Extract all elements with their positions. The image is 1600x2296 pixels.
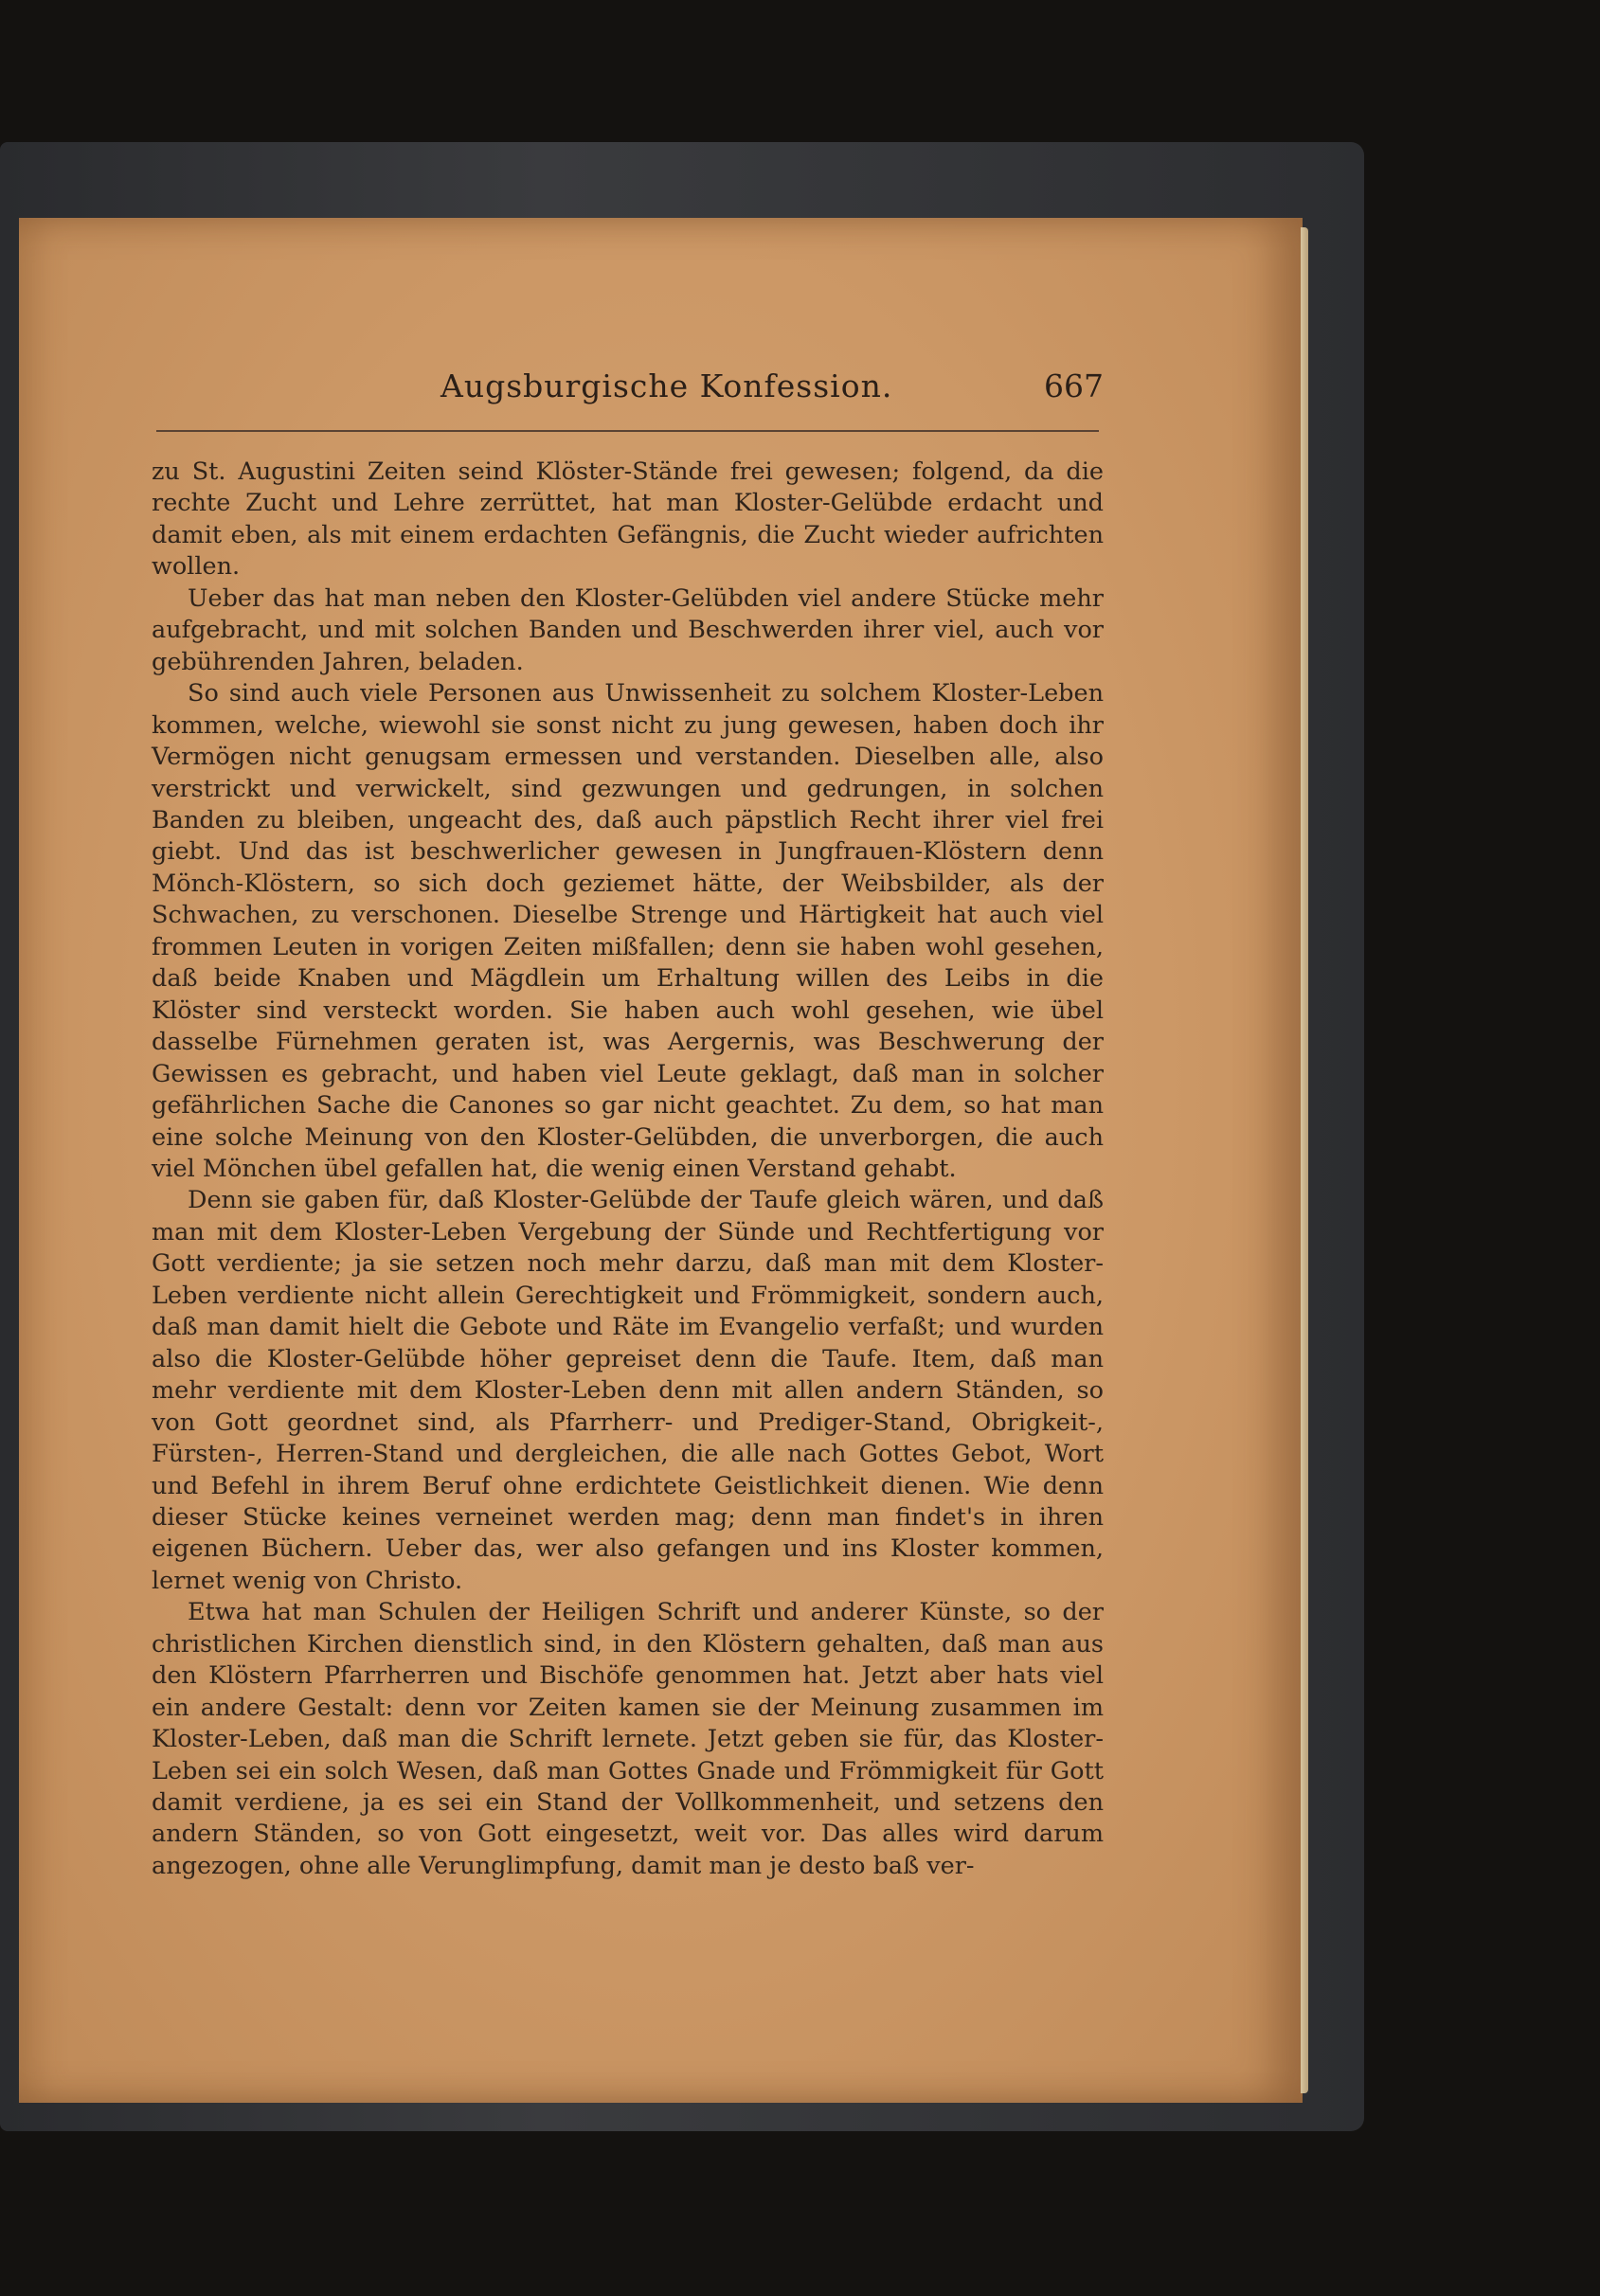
header-rule [156,430,1099,432]
body-text [152,457,1104,1882]
paragraph-2: Ueber das hat man neben den Kloster-Gelübden viel andere Stücke mehr aufgebracht, und mit solchen Banden und Beschwerden ihrer viel, auch vor gebührenden Jahren, beladen. [152,583,1104,676]
page-edge [1301,227,1308,2093]
page-number: 667 [1044,368,1104,404]
book-page [19,218,1303,2103]
paragraph-1: zu St. Augustini Zeiten seind Klöster-Stände frei gewesen; folgend, da die rechte Zucht und Lehre zerrüttet, hat man Kloster-Gelübde erdacht und damit eben, als mit einem erdachten Gefängnis, die Zucht wieder aufrichten wollen. [152,457,1104,582]
paragraph-4: Denn sie gaben für, daß Kloster-Gelübde der Taufe gleich wären, und daß man mit dem Kloster-Leben Vergebung der Sünde und Rechtfertigung vor Gott verdiente; ja sie setzen noch mehr darzu, daß man mit dem Kloster-Leben verdiente nicht allein Gerechtigkeit und Frömmigkeit, sondern auch, daß man damit hielt die Gebote und Räte im Evangelio verfaßt; und wurden also die Kloster-Gelübde höher gepreiset denn die Taufe. Item, daß man mehr verdiente mit dem Kloster-Leben denn mit allen andern Ständen, so von Gott geordnet sind, als Pfarrherr- und Prediger-Stand, Obrigkeit-, Fürsten-, Herren-Stand und dergleichen, die alle nach Gottes Gebot, Wort und Befehl in ihrem Beruf ohne erdichtete Geistlichkeit dienen. Wie denn dieser Stücke keines verneinet werden mag; denn man findet's in ihren eigenen Büchern. Ueber das, wer also gefangen und ins Kloster kommen, lernet wenig von Christo. [152,1186,1104,1595]
paragraph-3: So sind auch viele Personen aus Unwissenheit zu solchem Kloster-Leben kommen, welche, wiewohl sie sonst nicht zu jung gewesen, haben doch ihr Vermögen nicht genugsam ermessen und verstanden. Dieselben alle, also verstrickt und verwickelt, sind gezwungen und gedrungen, in solchen Banden zu bleiben, ungeacht des, daß auch päpstlich Recht ihrer viel frei giebt. Und das ist beschwerlicher gewesen in Jungfrauen-Klöstern denn Mönch-Klöstern, so sich doch geziemet hätte, der Weibsbilder, als der Schwachen, zu verschonen. Dieselbe Strenge und Härtigkeit hat auch viel frommen Leuten in vorigen Zeiten mißfallen; denn sie haben wohl gesehen, daß beide Knaben und Mägdlein um Erhaltung willen des Leibs in die Klöster sind versteckt worden. Sie haben auch wohl gesehen, wie übel dasselbe Fürnehmen geraten ist, was Aergernis, was Beschwerung der Gewissen es gebracht, und haben viel Leute geklagt, daß man in solcher gefährlichen Sache die Canones so gar nicht geachtet. Zu dem, so hat man eine solche Meinung von den Kloster-Gelübden, die unverborgen, die auch viel Mönchen übel gefallen hat, die wenig einen Verstand gehabt. [152,679,1104,1183]
paragraph-5: Etwa hat man Schulen der Heiligen Schrift und anderer Künste, so der christlichen Kirchen dienstlich sind, in den Klöstern gehalten, daß man aus den Klöstern Pfarrherren und Bischöfe genommen hat. Jetzt aber hats viel ein andere Gestalt: denn vor Zeiten kamen sie der Meinung zusammen im Kloster-Leben, daß man die Schrift lernete. Jetzt geben sie für, das Kloster-Leben sei ein solch Wesen, daß man Gottes Gnade und Frömmigkeit für Gott damit verdiene, ja es sei ein Stand der Vollkommenheit, und setzens den andern Ständen, so von Gott eingesetzt, weit vor. Das alles wird darum angezogen, ohne alle Verunglimpfung, damit man je desto baß ver- [152,1598,1104,1880]
running-title: Augsburgische Konfession. [440,368,893,404]
page-header [156,368,1104,415]
